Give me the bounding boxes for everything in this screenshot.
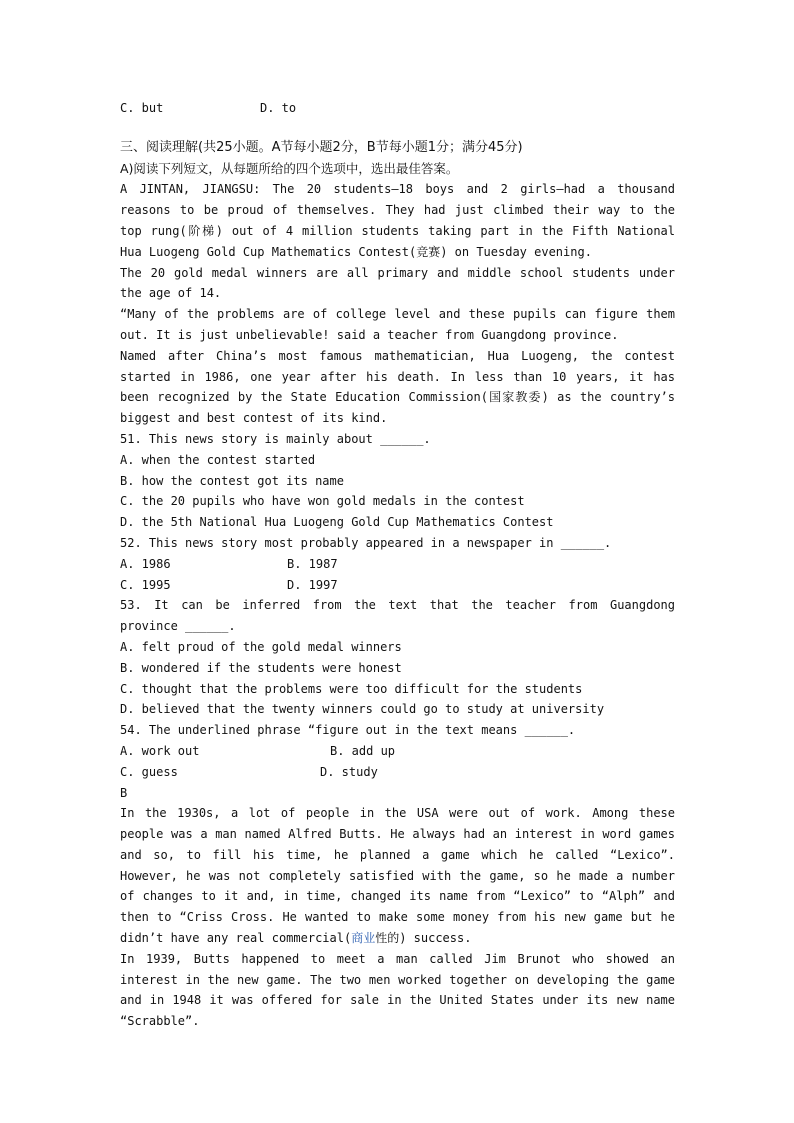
question-52-option-d: D. 1997 [287,577,338,592]
section-subheading: A)阅读下列短文，从每题所给的四个选项中，选出最佳答案。 [120,160,459,176]
question-54-options-row-2 [120,762,675,783]
question-51-option-a: A. when the contest started [120,452,316,467]
question-54-option-b: B. add up [330,743,396,758]
question-51-option-b: B. how the contest got its name [120,473,344,488]
passage-b-paragraph-2: In 1939, Butts happened to meet a man called Jim Brunot who showed an interest in the new game. The two men worked together on developing the game and in 1948 it was offered for sale in the United States under its new name “Scrabble”. [120,951,675,1029]
question-53-option-b: B. wondered if the students were honest [120,660,402,675]
commercial-link[interactable]: 商业 [351,931,376,946]
question-52-options-row-2 [120,575,675,596]
question-52-option-b: B. 1987 [287,556,338,571]
question-54-stem: 54. The underlined phrase “figure out in the text means ______. [120,723,576,738]
passage-b-paragraph-1-part-1: In the 1930s, a lot of people in the USA were out of work. Among these people was a man named Alfred Butts. He always had an interest in word games and so, to fill his time, he planned a game which he called “Lexico”. However, he was not completely satisfied with the game, so he made a number of changes to it and, in time, changed its name from “Lexico” to “Alph” and then to “Criss Cross. He wanted to make some money from his new game but he didn’t have any real commercial( [120,806,675,946]
passage-b-paragraph-1-part-2: 性的) success. [375,931,472,946]
top-options-row [120,98,675,119]
question-53-option-a: A. felt proud of the gold medal winners [120,639,402,654]
exam-page [120,98,675,1032]
question-53-stem: 53. It can be inferred from the text that the teacher from Guangdong province ______. [120,598,675,634]
question-54-option-a: A. work out [120,743,200,758]
question-51-stem: 51. This news story is mainly about ______. [120,431,431,446]
question-54-option-c: C. guess [120,764,178,779]
question-51-option-c: C. the 20 pupils who have won gold medals in the contest [120,494,525,509]
question-52-options-row-1 [120,554,675,575]
question-54-option-d: D. study [320,764,378,779]
question-53-option-c: C. thought that the problems were too difficult for the students [120,681,583,696]
question-51-option-d: D. the 5th National Hua Luogeng Gold Cup Mathematics Contest [120,515,554,530]
passage-a-paragraph-1: A JINTAN, JIANGSU: The 20 students—18 boys and 2 girls—had a thousand reasons to be proud of themselves. They had just climbed their way to the top rung(阶梯) out of 4 million students taking part in the Fifth National Hua Luogeng Gold Cup Mathematics Contest(竞赛) on Tuesday evening. [120,182,675,259]
question-52-stem: 52. This news story most probably appeared in a newspaper in ______. [120,535,612,550]
question-52-option-c: C. 1995 [120,577,171,592]
question-52-option-a: A. 1986 [120,556,171,571]
passage-a-paragraph-4: Named after China’s most famous mathematician, Hua Luogeng, the contest started in 1986, one year after his death. In less than 10 years, it has been recognized by the State Education Commission(国家教委) as the country’s biggest and best contest of its kind. [120,348,675,426]
option-d: D. to [260,101,297,115]
section-heading: 三、阅读理解(共25小题。A节每小题2分，B节每小题1分；满分45分) [120,139,523,155]
option-c: C. but [120,101,164,115]
passage-a-paragraph-2: The 20 gold medal winners are all primary and middle school students under the age of 14. [120,265,675,301]
question-54-options-row-1 [120,741,675,762]
question-53-option-d: D. believed that the twenty winners could go to study at university [120,702,605,717]
passage-a-paragraph-3: “Many of the problems are of college level and these pupils can figure them out. It is just unbelievable! said a teacher from Guangdong province. [120,307,675,342]
passage-b-label: B [120,785,128,800]
passage-b-paragraph-1 [120,803,675,949]
